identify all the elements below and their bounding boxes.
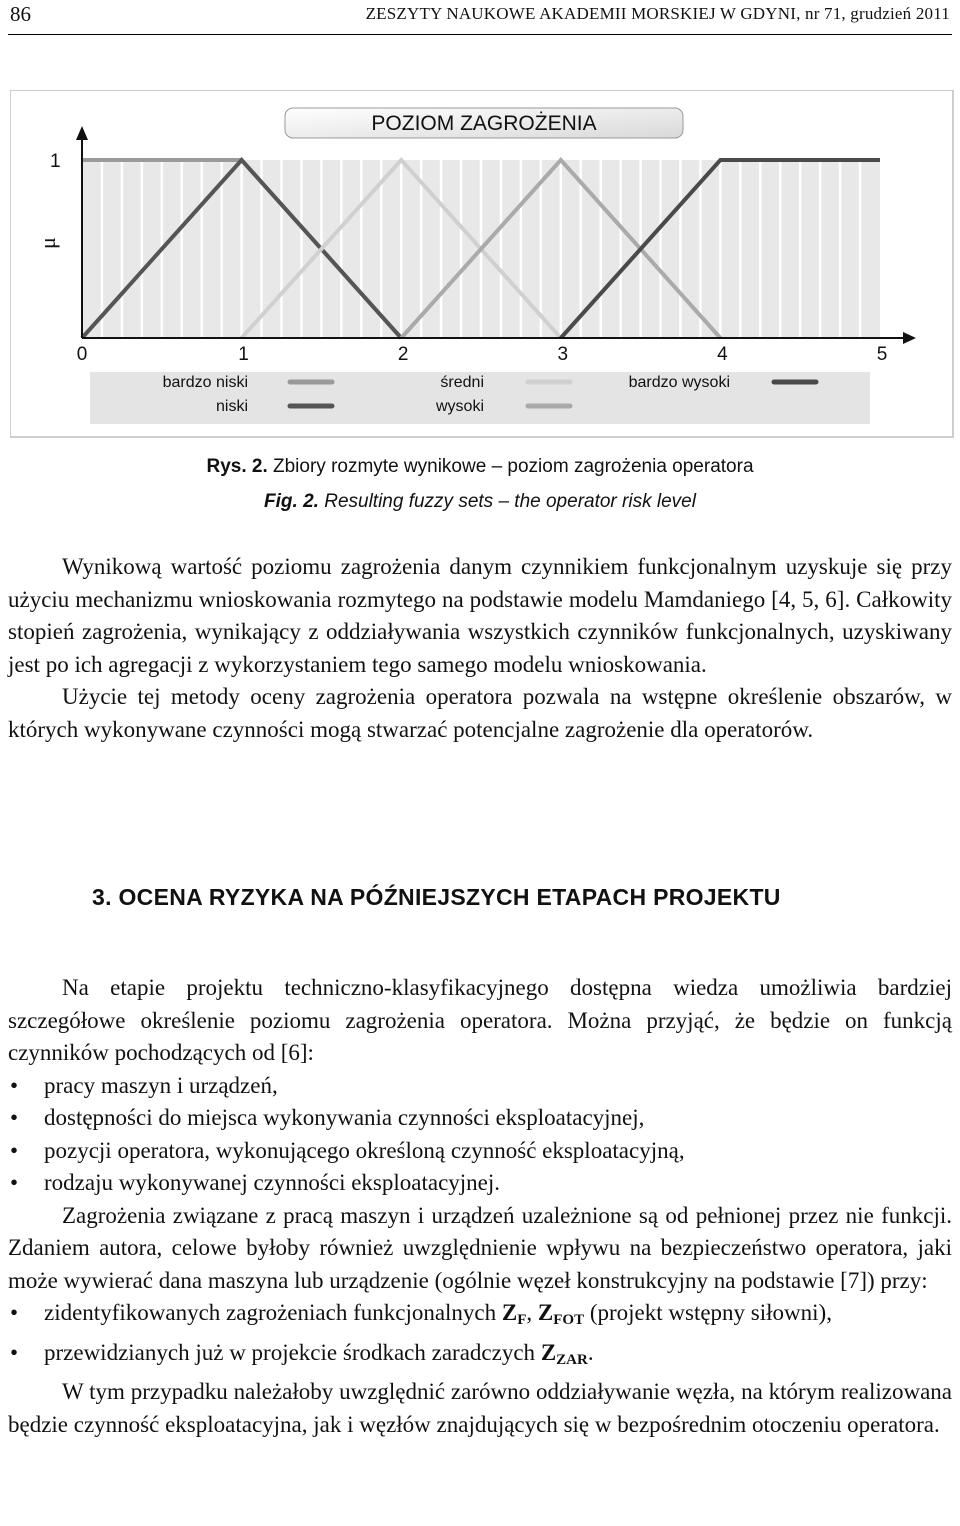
x-tick-label: 1 <box>238 344 249 365</box>
caption-polish-label: Rys. 2. <box>206 456 268 477</box>
legend-label: wysoki <box>435 398 484 415</box>
legend-label: średni <box>440 374 484 391</box>
list-item: • pracy maszyn i urządzeń, <box>8 1070 952 1103</box>
caption-polish <box>0 456 960 478</box>
chart-title: POZIOM ZAGROŻENIA <box>371 112 597 135</box>
x-tick-label: 4 <box>717 344 728 365</box>
list-item: • dostępności do miejsca wykonywania czynności eksploatacyjnej, <box>8 1102 952 1135</box>
paragraph-2: Użycie tej metody oceny zagrożenia operatora pozwala na wstępne określenie obszarów, w których wykonywane czynności mogą stwarzać potencjalne zagrożenie dla operatorów. <box>8 684 952 742</box>
section-heading: 3. OCENA RYZYKA NA PÓŹNIEJSZYCH ETAPACH PROJEKTU <box>92 884 781 910</box>
list-item: • pozycji operatora, wykonującego określoną czynność eksploatacyjną, <box>8 1135 952 1168</box>
paragraph-3: Na etapie projektu techniczno-klasyfikacyjnego dostępna wiedza umożliwia bardziej szczegółowe określenie poziomu zagrożenia operatora. Można przyjąć, że będzie on funkcją czynników pochodzących od [6]: <box>8 975 952 1065</box>
body-block-1 <box>8 551 952 746</box>
caption-english-text: Resulting fuzzy sets – the operator risk level <box>318 491 696 512</box>
conditions-list <box>8 1297 952 1376</box>
y-tick-1: 1 <box>50 151 61 172</box>
legend-label: niski <box>215 398 248 415</box>
x-tick-label: 5 <box>876 344 888 365</box>
caption-polish-text: Zbiory rozmyte wynikowe – poziom zagrożenia operatora <box>267 456 754 477</box>
x-tick-label: 2 <box>397 344 409 365</box>
fuzzy-sets-chart <box>10 90 954 438</box>
paragraph-5: W tym przypadku należałoby uwzględnić zarówno oddziaływanie węzła, na którym realizowana będzie czynność eksploatacyjna, jak i węzłów znajdujących się w bezpośrednim otoczeniu operatora. <box>8 1379 952 1437</box>
paragraph-1: Wynikową wartość poziomu zagrożenia danym czynnikiem funkcjonalnym uzyskuje się przy użyciu mechanizmu wnioskowania rozmytego na podstawie modelu Mamdaniego [4, 5, 6]. Całkowity stopień zagrożenia, wynikający z oddziaływania wszystkich czynników funkcjonalnych, uzyskiwany jest po ich agregacji z wykorzystaniem tego samego modelu wnioskowania. <box>8 554 952 677</box>
page-header <box>8 0 952 35</box>
legend-label: bardzo wysoki <box>628 374 730 391</box>
x-tick-label: 0 <box>76 344 88 365</box>
paragraph-4: Zagrożenia związane z pracą maszyn i urządzeń uzależnione są od pełnionej przez nie funkcji. Zdaniem autora, celowe byłoby również uwzględnienie wpływu na bezpieczeństwo operatora, jaki może wywierać dana maszyna lub urządzenie (ogólnie węzeł konstrukcyjny na podstawie [7]) przy: <box>8 1202 952 1293</box>
list-item: • zidentyfikowanych zagrożeniach funkcjonalnych $Z_F$, $Z_{FOT}$ (projekt wstępny siłowni), <box>8 1297 952 1337</box>
list-item: • przewidzianych już w projekcie środkach zaradczych $Z_{ZAR}$. <box>8 1337 952 1377</box>
y-axis-label: μ <box>35 237 60 249</box>
body-block-2 <box>8 972 952 1441</box>
caption-english-label: Fig. 2. <box>264 491 319 512</box>
factor-list <box>8 1070 952 1200</box>
caption-english <box>0 491 960 513</box>
list-item: • rodzaju wykonywanej czynności eksploatacyjnej. <box>8 1167 952 1200</box>
legend-label: bardzo niski <box>162 374 248 391</box>
page-number: 86 <box>10 2 31 26</box>
x-tick-label: 3 <box>557 344 569 365</box>
journal-title: ZESZYTY NAUKOWE AKADEMII MORSKIEJ W GDYNI, nr 71, grudzień 2011 <box>365 4 950 23</box>
